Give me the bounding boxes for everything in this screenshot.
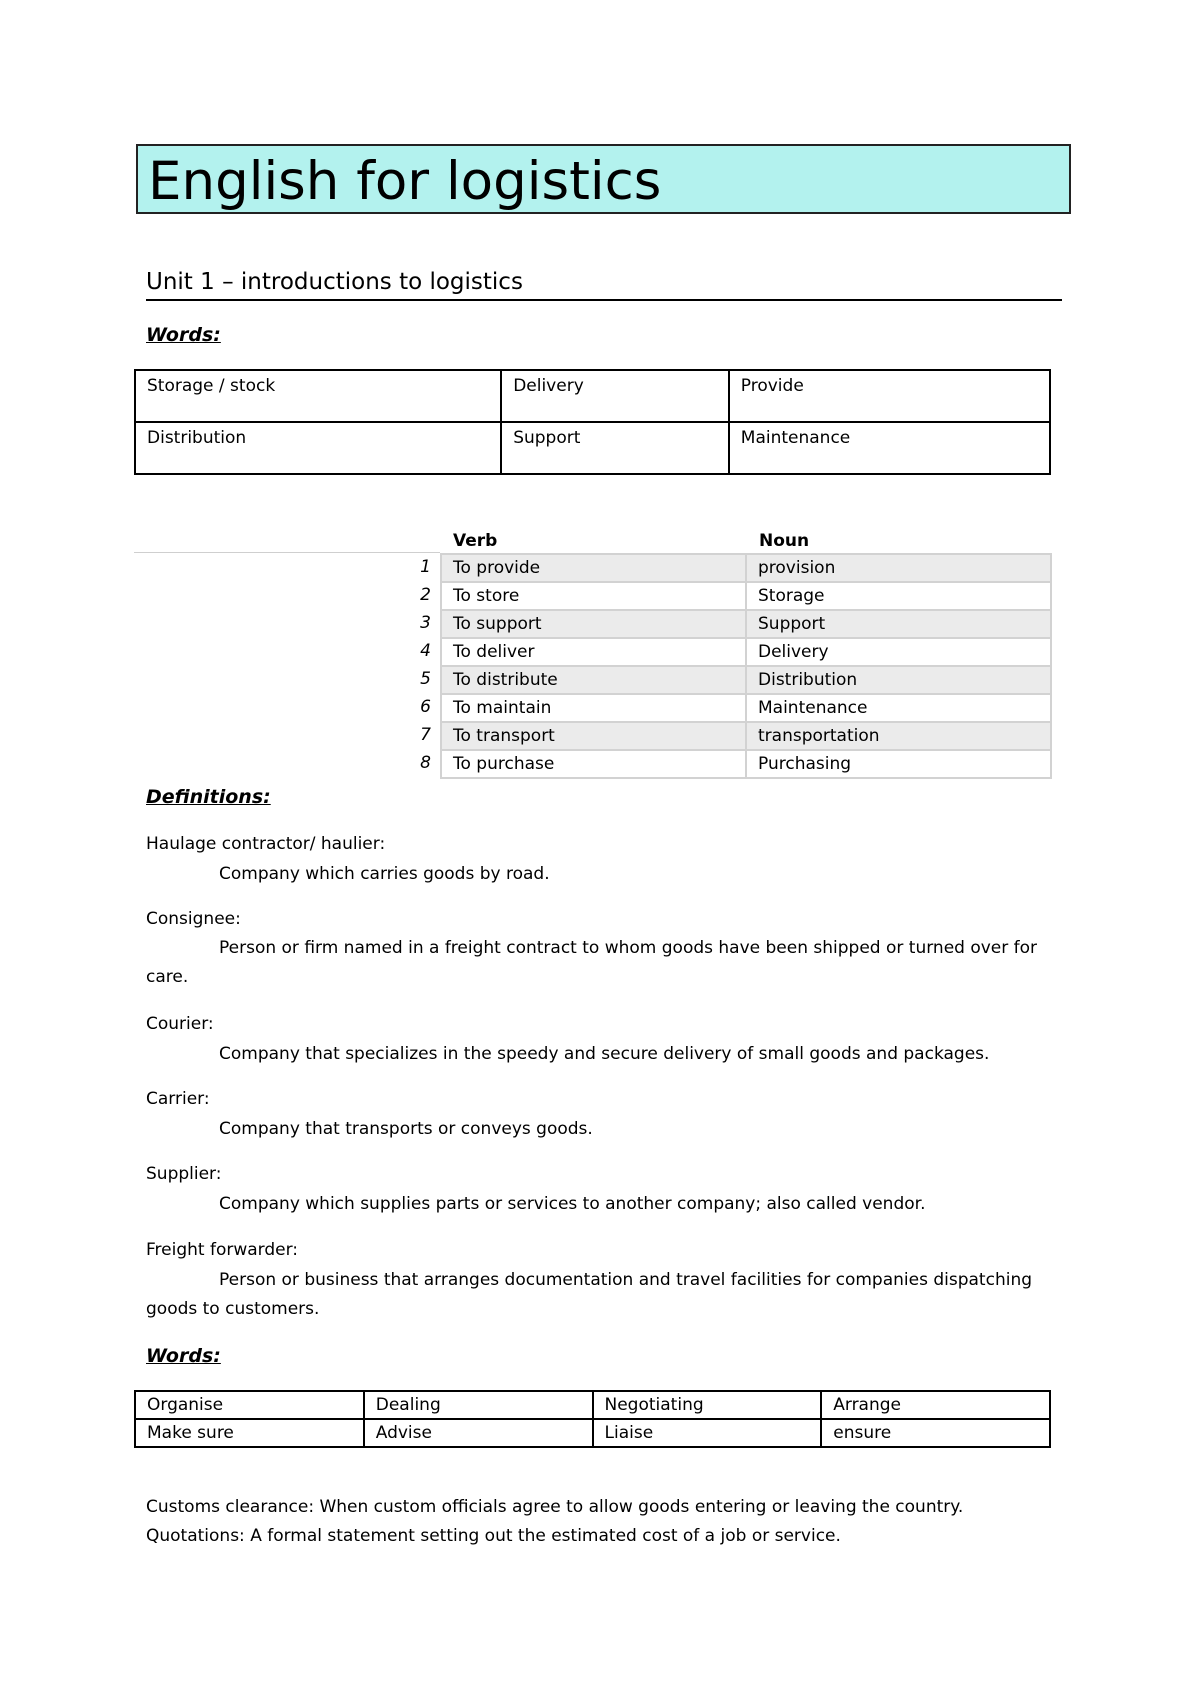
definition-text: Person or business that arranges documentation and travel facilities for companies dispatching goods to customers. [146, 1270, 1033, 1319]
verb-cell: To purchase [441, 750, 746, 778]
definition-text: Company which carries goods by road. [219, 864, 550, 884]
table-cell: Organise [135, 1391, 364, 1419]
definition-term: Courier: [146, 1014, 214, 1034]
table-cell: Distribution [135, 422, 501, 474]
row-number: 4 [420, 641, 431, 661]
verb-cell: To maintain [441, 694, 746, 722]
document-title: English for logistics [148, 151, 662, 212]
table-cell: Liaise [593, 1419, 822, 1447]
verb-cell: To provide [441, 554, 746, 582]
table-cell: Provide [729, 370, 1050, 422]
verb-cell: To distribute [441, 666, 746, 694]
row-number: 3 [420, 613, 431, 633]
noun-cell: Storage [746, 582, 1051, 610]
noun-cell: transportation [746, 722, 1051, 750]
glossary-entry: Customs clearance: When custom officials agree to allow goods entering or leaving the country. [146, 1497, 964, 1517]
noun-cell: provision [746, 554, 1051, 582]
definition-text: Person or firm named in a freight contract to whom goods have been shipped or turned over for care. [146, 938, 1038, 987]
table-cell: Dealing [364, 1391, 593, 1419]
row-number: 7 [420, 725, 431, 745]
words-table [134, 369, 1051, 475]
noun-cell: Support [746, 610, 1051, 638]
definition-text: Company which supplies parts or services to another company; also called vendor. [219, 1194, 926, 1214]
row-number: 1 [420, 557, 431, 577]
title-box [136, 144, 1071, 214]
definition-term: Haulage contractor/ haulier: [146, 834, 386, 854]
unit-heading: Unit 1 – introductions to logistics [146, 269, 523, 295]
row-number: 2 [420, 585, 431, 605]
table-row [441, 750, 1051, 778]
table-row [135, 370, 1050, 422]
noun-header: Noun [759, 531, 810, 551]
noun-cell: Maintenance [746, 694, 1051, 722]
row-numbers [134, 553, 440, 777]
heading-rule [146, 299, 1062, 301]
glossary-entry: Quotations: A formal statement setting out the estimated cost of a job or service. [146, 1526, 841, 1546]
table-cell: Maintenance [729, 422, 1050, 474]
table-row [135, 1391, 1050, 1419]
definition-term: Carrier: [146, 1089, 210, 1109]
words-label-2: Words: [146, 1345, 221, 1367]
noun-cell: Delivery [746, 638, 1051, 666]
table-cell: Arrange [821, 1391, 1050, 1419]
table-cell: Advise [364, 1419, 593, 1447]
table-row [135, 1419, 1050, 1447]
table-row [441, 694, 1051, 722]
words-label: Words: [146, 324, 221, 346]
verb-cell: To store [441, 582, 746, 610]
definition-term: Supplier: [146, 1164, 222, 1184]
verb-cell: To deliver [441, 638, 746, 666]
verb-header: Verb [453, 531, 498, 551]
table-row [441, 722, 1051, 750]
row-number: 5 [420, 669, 431, 689]
verb-cell: To support [441, 610, 746, 638]
table-cell: Support [501, 422, 729, 474]
words-table-2 [134, 1390, 1051, 1448]
definition-term: Freight forwarder: [146, 1240, 299, 1260]
noun-cell: Purchasing [746, 750, 1051, 778]
table-cell: Delivery [501, 370, 729, 422]
noun-cell: Distribution [746, 666, 1051, 694]
verb-cell: To transport [441, 722, 746, 750]
definitions-label: Definitions: [146, 786, 271, 808]
table-row [135, 422, 1050, 474]
table-row [441, 666, 1051, 694]
table-row [441, 610, 1051, 638]
table-row [441, 554, 1051, 582]
table-cell: Negotiating [593, 1391, 822, 1419]
row-number: 8 [420, 753, 431, 773]
row-number: 6 [420, 697, 431, 717]
table-row [441, 638, 1051, 666]
table-cell: Storage / stock [135, 370, 501, 422]
definition-text: Company that transports or conveys goods. [219, 1119, 593, 1139]
table-row [441, 582, 1051, 610]
definition-term: Consignee: [146, 909, 241, 929]
table-cell: ensure [821, 1419, 1050, 1447]
table-cell: Make sure [135, 1419, 364, 1447]
definition-text: Company that specializes in the speedy and secure delivery of small goods and packages. [219, 1044, 990, 1064]
verb-noun-table [440, 553, 1052, 779]
